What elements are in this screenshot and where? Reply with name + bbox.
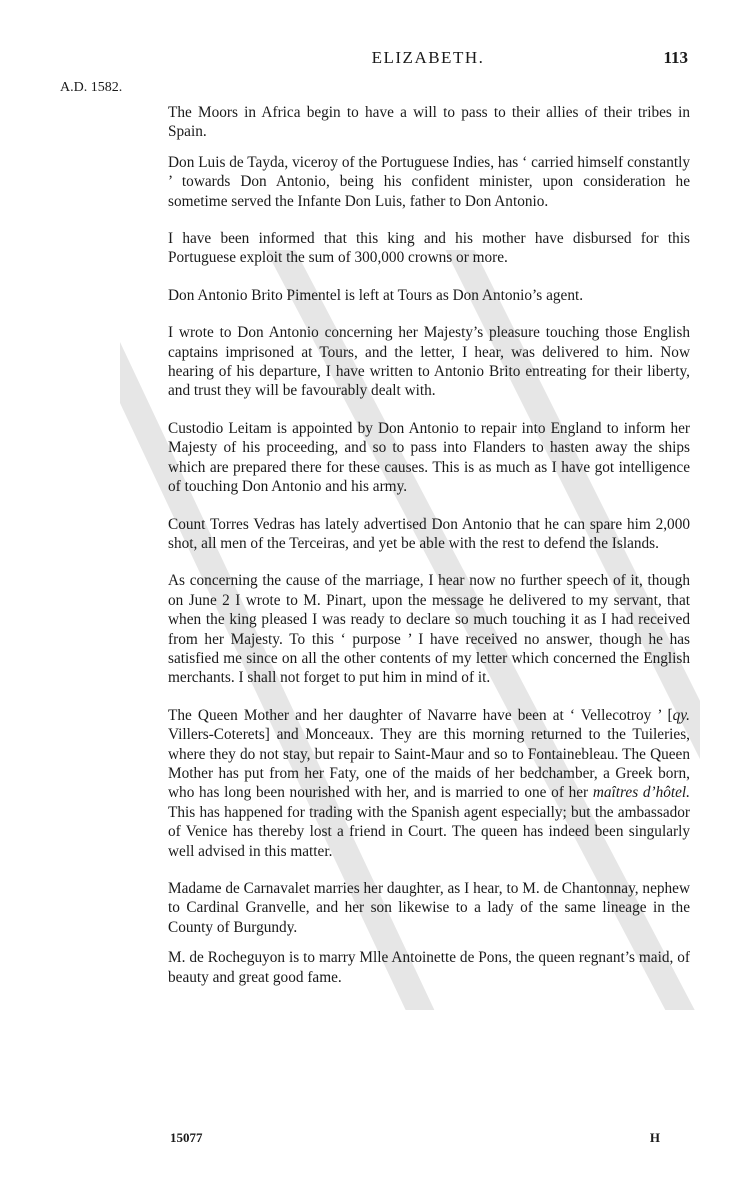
page-footer	[168, 1130, 690, 1150]
paragraph-english-captains: I wrote to Don Antonio concerning her Majesty’s pleasure touching those English captains imprisoned at Tours, and the letter, I hear, was delivered to him. Now hearing of his departure, I have written to Antonio Brito entreating for their liberty, and trust they will be favourably dealt with.	[168, 324, 690, 400]
queen-mother-qy: qy.	[672, 706, 690, 724]
signature-number: 15077	[170, 1130, 203, 1145]
page-number: 113	[663, 48, 688, 67]
queen-mother-italic: maîtres d’hôtel.	[592, 784, 690, 802]
paragraph-rocheguyon: M. de Rocheguyon is to marry Mlle Antoinette de Pons, the queen regnant’s maid, of beauty and great good fame.	[168, 949, 690, 986]
paragraph-torres-vedras: Count Torres Vedras has lately advertised Don Antonio that he can spare him 2,000 shot, all men of the Terceiras, and yet be able with the rest to defend the Islands.	[168, 515, 690, 552]
body-text	[168, 103, 690, 1005]
paragraph-don-luis: Don Luis de Tayda, viceroy of the Portuguese Indies, has ‘ carried himself constantly ’ towards Don Antonio, being his confident minister, upon consideration he sometime served the Infante Don Luis, father to Don Antonio.	[168, 153, 690, 210]
running-head	[168, 48, 688, 72]
queen-mother-text-1: The Queen Mother and her daughter of Navarre have been at ‘ Vellecotroy ’ [	[168, 706, 673, 724]
paragraph-disbursed: I have been informed that this king and his mother have disbursed for this Portuguese exploit the sum of 300,000 crowns or more.	[168, 230, 690, 267]
queen-mother-text-3: This has happened for trading with the Spanish agent especially; but the ambassador of Venice has thereby lost a friend in Court. The queen has indeed been singularly well advised in this matter.	[168, 803, 690, 860]
running-title: ELIZABETH.	[371, 48, 485, 67]
paragraph-brito-pimentel: Don Antonio Brito Pimentel is left at Tours as Don Antonio’s agent.	[168, 286, 584, 304]
margin-date: A.D. 1582.	[60, 80, 123, 95]
signature-letter: H	[649, 1130, 660, 1145]
paragraph-marriage: As concerning the cause of the marriage, I hear now no further speech of it, though on June 2 I wrote to M. Pinart, upon the message he delivered to my servant, that when the king pleased I was ready to declare so much touching it as I had received from her Majesty. To this ‘ purpose ’ I have received no answer, though he has satisfied me since on all the other contents of my letter which concerned the English merchants. I shall not forget to put him in mind of it.	[168, 572, 690, 687]
paragraph-carnavalet: Madame de Carnavalet marries her daughter, as I hear, to M. de Chantonnay, nephew to Cardinal Granvelle, and her son likewise to a lady of the same lineage in the County of Burgundy.	[168, 880, 690, 936]
paragraph-custodio-leitam: Custodio Leitam is appointed by Don Antonio to repair into England to inform her Majesty of his proceeding, and so to pass into Flanders to hasten away the ships which are prepared there for these causes. This is as much as I have got intelligence of touching Don Antonio and his army.	[168, 419, 690, 496]
queen-mother-text-2: Villers-Coterets] and Monceaux. They are this morning returned to the Tuileries, where they do not stay, but repair to Saint-Maur and so to Fontainebleau. The Queen Mother has put from her Faty, one of the maids of her bedchamber, a Greek born, who has long been nourished with her, and is married to one of her	[168, 726, 690, 802]
paragraph-queen-mother	[168, 706, 690, 861]
paragraph-moors: The Moors in Africa begin to have a will to pass to their allies of their tribes in Spain.	[168, 104, 690, 141]
